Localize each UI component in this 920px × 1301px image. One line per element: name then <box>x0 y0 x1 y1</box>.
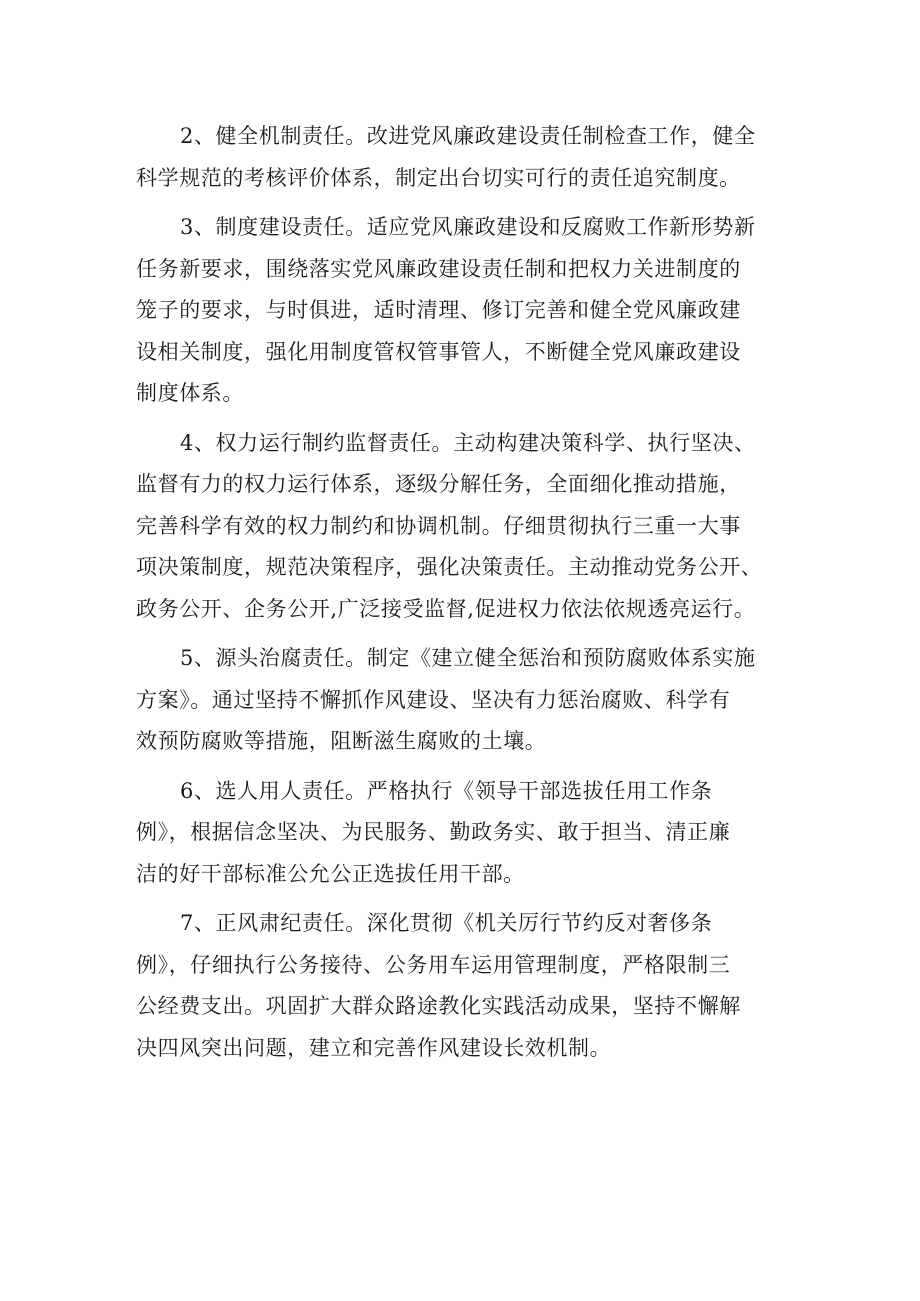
paragraph-system-building-responsibility <box>136 207 796 415</box>
text-line: 3、制度建设责任。适应党风廉政建设和反腐败工作新形势新 <box>180 215 756 239</box>
text-line: 设相关制度，强化用制度管权管事管人，不断健全党风廉政建设 <box>136 339 741 364</box>
text-line: 4、权力运行制约监督责任。主动构建决策科学、执行坚决、 <box>180 430 756 455</box>
paragraph-source-governance-responsibility <box>136 638 796 763</box>
text-line: 政务公开、企务公开,广泛接受监督,促进权力依法依规透亮运行。 <box>136 596 756 621</box>
document-body <box>136 116 796 1077</box>
text-line: 任务新要求，围绕落实党风廉政建设责任制和把权力关进制度的 <box>136 256 741 281</box>
text-line: 效预防腐败等措施，阻断滋生腐败的土壤。 <box>136 729 547 753</box>
text-line: 例》，仔细执行公务接待、公务用车运用管理制度，严格限制三 <box>136 952 731 977</box>
text-line: 2、健全机制责任。改进党风廉政建设责任制检查工作，健全 <box>180 124 756 148</box>
text-line: 决四风突出问题，建立和完善作风建设长效机制。 <box>136 1035 612 1060</box>
paragraph-mechanism-responsibility <box>136 116 796 199</box>
text-line: 项决策制度，规范决策程序，强化决策责任。主动推动党务公开、 <box>136 555 763 579</box>
paragraph-discipline-responsibility <box>136 903 796 1069</box>
text-line: 公经费支出。巩固扩大群众路途教化实践活动成果，坚持不懈解 <box>136 994 741 1018</box>
text-line: 5、源头治腐责任。制定《建立健全惩治和预防腐败体系实施 <box>180 646 756 670</box>
text-line: 方案》。通过坚持不懈抓作风建设、坚决有力惩治腐败、科学有 <box>136 687 731 712</box>
text-line: 洁的好干部标准公允公正选拔任用干部。 <box>136 861 525 886</box>
text-line: 制度体系。 <box>136 381 244 405</box>
text-line: 笼子的要求，与时俱进，适时清理、修订完善和健全党风廉政建 <box>136 298 741 322</box>
text-line: 7、正风肃纪责任。深化贯彻《机关厉行节约反对奢侈条 <box>180 911 713 935</box>
text-line: 监督有力的权力运行体系，逐级分解任务，全面细化推动措施， <box>136 472 741 496</box>
text-line: 6、选人用人责任。严格执行《领导干部选拔任用工作条 <box>180 778 713 803</box>
text-line: 科学规范的考核评价体系，制定出台切实可行的责任追究制度。 <box>136 165 741 190</box>
text-line: 完善科学有效的权力制约和协调机制。仔细贯彻执行三重一大事 <box>136 513 741 538</box>
text-line: 例》，根据信念坚决、为民服务、勤政务实、敢于担当、清正廉 <box>136 820 731 844</box>
paragraph-power-supervision-responsibility <box>136 423 796 631</box>
paragraph-personnel-selection-responsibility <box>136 771 796 896</box>
